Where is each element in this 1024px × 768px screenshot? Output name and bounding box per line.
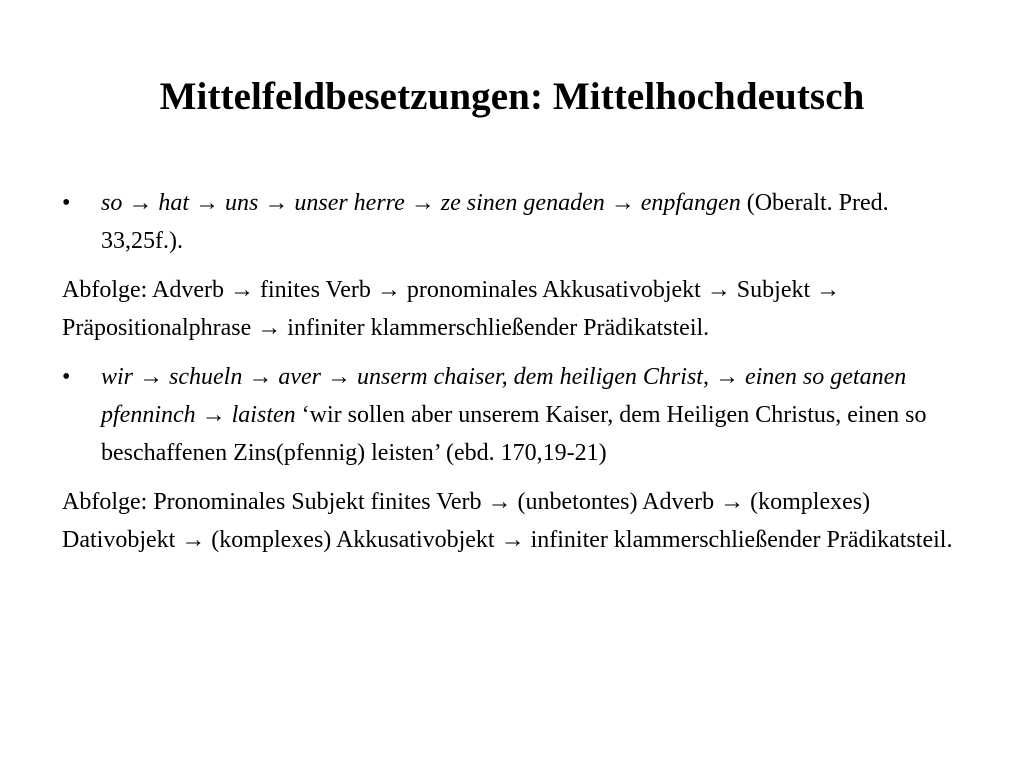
slide-content bbox=[62, 184, 962, 570]
translation-reference-2: ‘wir sollen aber unserem Kaiser, dem Heiligen Christus, einen so beschaffenen Zins(pfennig) leisten’ (ebd. 170,19-21) bbox=[101, 402, 927, 466]
bullet-item-1 bbox=[62, 184, 962, 260]
bullet-item-2 bbox=[62, 358, 962, 472]
bullet-icon: • bbox=[62, 364, 71, 390]
example-sentence-2: wir → schueln → aver → unserm chaiser, dem heiligen Christ, → einen so getanen pfenninch → laisten bbox=[101, 364, 907, 428]
source-reference-1: (Oberalt. Pred. 33,25f.). bbox=[101, 190, 889, 254]
slide-title: Mittelfeldbesetzungen: Mittelhochdeutsch bbox=[159, 75, 865, 118]
example-sentence-1: so → hat → uns → unser herre → ze sinen genaden → enpfangen bbox=[101, 190, 741, 216]
sequence-description-1: Abfolge: Adverb → finites Verb → pronominales Akkusativobjekt → Subjekt → Präpositionalphrase → infiniter klammerschließender Prädikatsteil. bbox=[62, 277, 841, 341]
bullet-icon: • bbox=[62, 190, 71, 216]
sequence-description-2: Abfolge: Pronominales Subjekt finites Verb → (unbetontes) Adverb → (komplexes) Dativobjekt → (komplexes) Akkusativobjekt → infiniter klammerschließender Prädikatsteil. bbox=[62, 489, 953, 553]
